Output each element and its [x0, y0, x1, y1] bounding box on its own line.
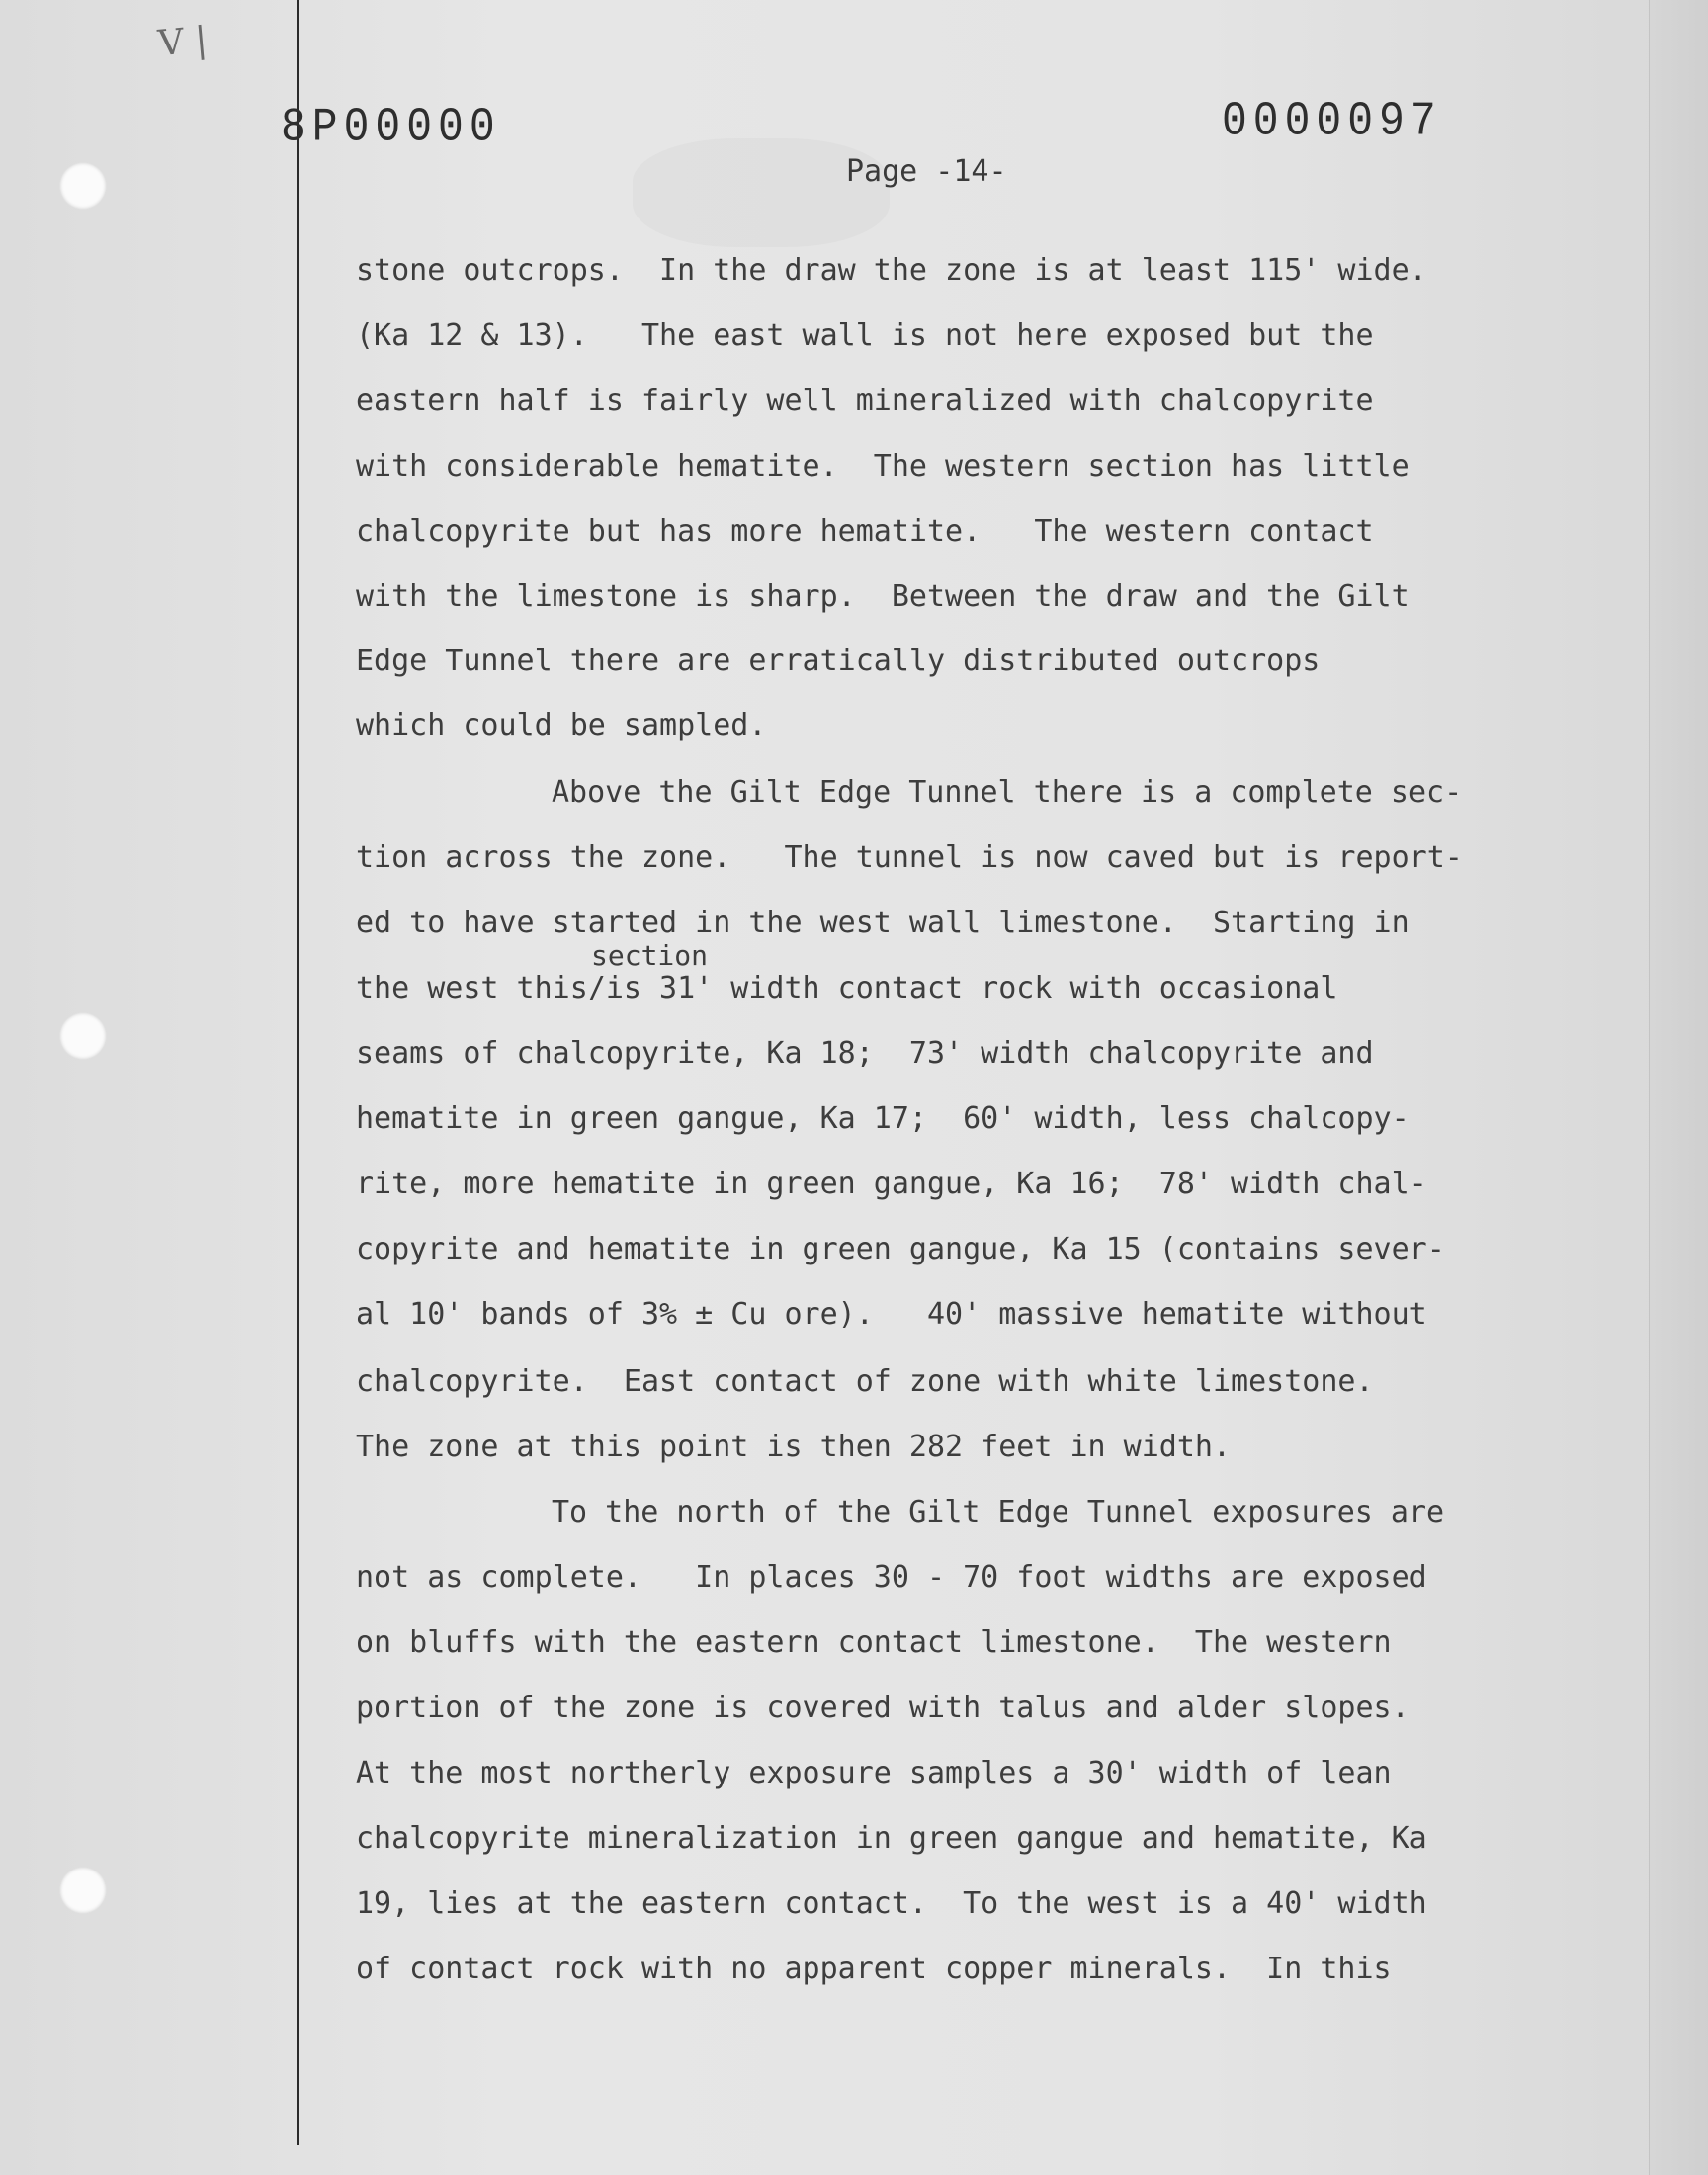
- text-line: seams of chalcopyrite, Ka 18; 73' width chalcopyrite and: [356, 1036, 1374, 1071]
- binder-hole-bottom: [59, 1867, 107, 1914]
- document-number-right: 0000097: [1222, 94, 1442, 148]
- text-line: eastern half is fairly well mineralized with chalcopyrite: [356, 384, 1374, 418]
- text-line: with considerable hematite. The western section has little: [356, 449, 1409, 483]
- text-line: on bluffs with the eastern contact limestone. The western: [356, 1625, 1392, 1660]
- handwritten-mark: V |: [156, 19, 210, 65]
- binder-hole-middle: [59, 1012, 107, 1060]
- text-line: the west this/is 31' width contact rock with occasional: [356, 971, 1338, 1005]
- text-line: chalcopyrite but has more hematite. The western contact: [356, 514, 1374, 549]
- document-number-left: 8P00000: [281, 100, 501, 154]
- page-number: Page -14-: [846, 154, 1007, 189]
- text-line: of contact rock with no apparent copper minerals. In this: [356, 1952, 1392, 1986]
- binder-hole-top: [59, 162, 107, 210]
- text-line: which could be sampled.: [356, 708, 767, 742]
- text-line: portion of the zone is covered with talus and alder slopes.: [356, 1691, 1409, 1725]
- text-line: (Ka 12 & 13). The east wall is not here exposed but the: [356, 318, 1374, 353]
- text-line: copyrite and hematite in green gangue, Ka 15 (contains sever-: [356, 1232, 1445, 1266]
- text-line: stone outcrops. In the draw the zone is at least 115' wide.: [356, 253, 1427, 288]
- text-line-paragraph-start: Above the Gilt Edge Tunnel there is a complete sec-: [552, 775, 1463, 810]
- text-line: ed to have started in the west wall limestone. Starting in: [356, 906, 1409, 940]
- text-line: chalcopyrite. East contact of zone with white limestone.: [356, 1364, 1374, 1399]
- text-line: The zone at this point is then 282 feet in width.: [356, 1430, 1232, 1464]
- handwritten-insertion: section: [591, 939, 709, 972]
- text-line-paragraph-start: To the north of the Gilt Edge Tunnel exposures are: [552, 1495, 1445, 1529]
- text-line: al 10' bands of 3% ± Cu ore). 40' massive hematite without: [356, 1297, 1427, 1332]
- page-edge: [1649, 0, 1708, 2175]
- text-line: tion across the zone. The tunnel is now caved but is report-: [356, 840, 1463, 875]
- text-line: 19, lies at the eastern contact. To the west is a 40' width: [356, 1886, 1427, 1921]
- text-line: Edge Tunnel there are erratically distributed outcrops: [356, 644, 1321, 678]
- text-line: with the limestone is sharp. Between the draw and the Gilt: [356, 579, 1409, 614]
- text-line: not as complete. In places 30 - 70 foot widths are exposed: [356, 1560, 1427, 1595]
- text-line: At the most northerly exposure samples a 30' width of lean: [356, 1756, 1392, 1790]
- text-line: hematite in green gangue, Ka 17; 60' width, less chalcopy-: [356, 1101, 1409, 1136]
- margin-rule: [297, 0, 299, 2145]
- text-line: chalcopyrite mineralization in green gangue and hematite, Ka: [356, 1821, 1427, 1856]
- text-line: rite, more hematite in green gangue, Ka 16; 78' width chal-: [356, 1167, 1427, 1201]
